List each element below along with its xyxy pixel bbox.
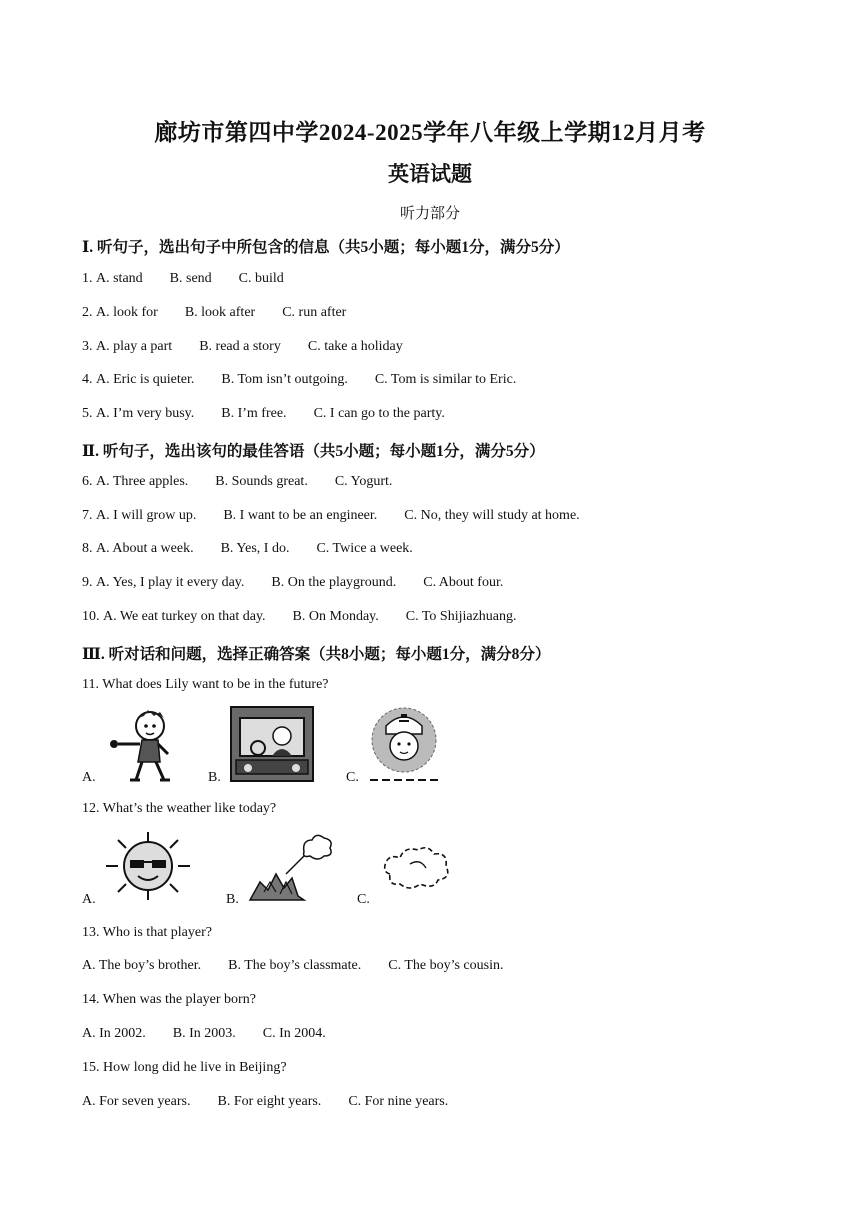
question-11-pictures (82, 700, 782, 790)
option: C. take a holiday (307, 339, 403, 354)
option: C. run after (282, 305, 347, 320)
option: A. We eat turkey on that day. (103, 609, 266, 624)
option: B. On the playground. (271, 575, 397, 590)
option: B. For eight years. (217, 1094, 322, 1109)
option: A. Yes, I play it every day. (96, 575, 245, 590)
option-label: A. (82, 892, 96, 907)
option: C. Tom is similar to Eric. (374, 372, 517, 387)
option: B. I want to be an engineer. (223, 508, 378, 523)
option: C. For nine years. (348, 1094, 449, 1109)
option: C. No, they will study at home. (404, 508, 580, 523)
option-label: C. (346, 770, 359, 785)
page-title: 廊坊市第四中学2024-2025学年八年级上学期12月月考 (154, 120, 706, 145)
option: A. For seven years. (82, 1094, 191, 1109)
question-8: 8. A. About a week. B. Yes, I do. C. Twice a week. (82, 541, 413, 556)
option: A. In 2002. (82, 1026, 146, 1041)
table-tennis-player-icon (102, 704, 180, 784)
option: B. I’m free. (221, 406, 287, 421)
question-11: 11. What does Lily want to be in the future? (82, 677, 329, 692)
option: B. Tom isn’t outgoing. (221, 372, 348, 387)
option: A. play a part (96, 339, 173, 354)
option-label: B. (208, 770, 221, 785)
question-15-options (82, 1094, 475, 1110)
option: C. build (238, 271, 284, 286)
windy-icon (246, 834, 332, 902)
option: C. I can go to the party. (313, 406, 445, 421)
option: C. Yogurt. (334, 474, 393, 489)
option: B. look after (184, 305, 256, 320)
question-15: 15. How long did he live in Beijing? (82, 1060, 287, 1075)
question-1: 1. A. stand B. send C. build (82, 271, 284, 286)
option: B. The boy’s classmate. (228, 958, 362, 973)
question-14-options (82, 1026, 353, 1042)
option: B. read a story (199, 339, 281, 354)
question-2: 2. A. look for B. look after C. run after (82, 305, 347, 320)
question-9: 9. A. Yes, I play it every day. B. On the playground. C. About four. (82, 575, 504, 590)
page-subtitle: 英语试题 (388, 162, 472, 186)
sunny-icon (102, 830, 194, 902)
option-label: B. (226, 892, 239, 907)
option: A. The boy’s brother. (82, 958, 202, 973)
option: A. look for (96, 305, 158, 320)
option: C. The boy’s cousin. (388, 958, 504, 973)
driver-icon (230, 706, 314, 782)
option: A. I’m very busy. (96, 406, 195, 421)
option-label: A. (82, 770, 96, 785)
option: C. To Shijiazhuang. (405, 609, 517, 624)
nurse-icon (366, 704, 446, 784)
option: B. Yes, I do. (220, 541, 290, 556)
section-2-heading: Ⅱ. 听句子，选出该句的最佳答语（共5小题；每小题1分，满分5分） (82, 443, 545, 460)
option: B. send (169, 271, 212, 286)
question-10: 10. A. We eat turkey on that day. B. On Monday. C. To Shijiazhuang. (82, 609, 517, 624)
part-label: 听力部分 (399, 206, 460, 222)
option: B. Sounds great. (215, 474, 308, 489)
question-3: 3. A. play a part B. read a story C. take a holiday (82, 339, 403, 354)
cloudy-icon (380, 844, 452, 896)
option-label: C. (357, 892, 370, 907)
option: A. Three apples. (96, 474, 189, 489)
option: A. Eric is quieter. (96, 372, 195, 387)
option: C. Twice a week. (316, 541, 413, 556)
option: B. In 2003. (172, 1026, 236, 1041)
section-1-heading: Ⅰ. 听句子，选出句子中所包含的信息（共5小题；每小题1分，满分5分） (82, 239, 570, 256)
question-7: 7. A. I will grow up. B. I want to be an engineer. C. No, they will study at home. (82, 508, 580, 523)
question-4: 4. A. Eric is quieter. B. Tom isn’t outgoing. C. Tom is similar to Eric. (82, 372, 517, 387)
option: A. I will grow up. (96, 508, 197, 523)
option: C. About four. (423, 575, 504, 590)
option: C. In 2004. (262, 1026, 326, 1041)
option: B. On Monday. (292, 609, 379, 624)
option: A. About a week. (96, 541, 194, 556)
section-3-heading: Ⅲ. 听对话和问题，选择正确答案（共8小题；每小题1分，满分8分） (82, 646, 551, 663)
question-12-pictures (82, 826, 782, 916)
option: A. stand (96, 271, 143, 286)
question-14: 14. When was the player born? (82, 992, 256, 1007)
question-12: 12. What’s the weather like today? (82, 801, 277, 816)
question-13: 13. Who is that player? (82, 925, 212, 940)
question-5: 5. A. I’m very busy. B. I’m free. C. I can go to the party. (82, 406, 445, 421)
question-6: 6. A. Three apples. B. Sounds great. C. Yogurt. (82, 474, 393, 489)
question-13-options (82, 958, 530, 974)
